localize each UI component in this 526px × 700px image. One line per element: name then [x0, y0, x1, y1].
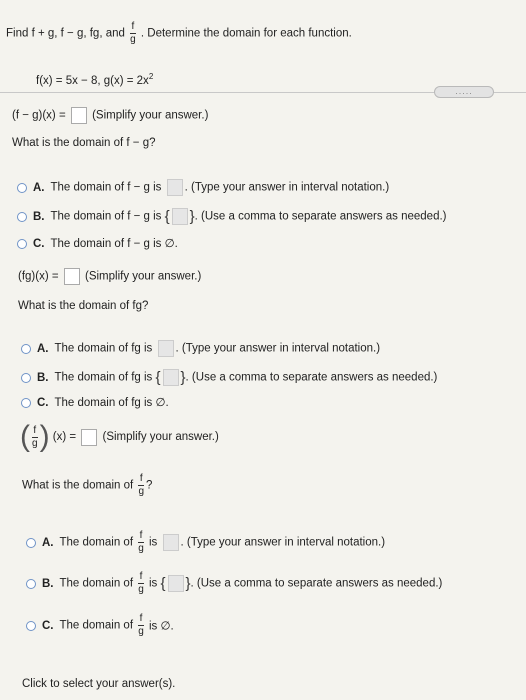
radio-button[interactable]: [17, 239, 27, 249]
radio-button[interactable]: [26, 579, 36, 589]
problem-text-suffix: . Determine the domain for each function.: [140, 27, 352, 40]
radio-button[interactable]: [17, 183, 27, 193]
fg-option-b[interactable]: B. The domain of fg is { } . (Use a comma to separate answers as needed.): [21, 369, 437, 386]
interval-input[interactable]: [167, 179, 183, 196]
footer-instruction: Click to select your answer(s).: [22, 678, 176, 690]
fg-option-a[interactable]: A. The domain of fg is . (Type your answer in interval notation.): [21, 340, 380, 357]
f-over-g-fraction: $\frac{f}{g}$: [32, 424, 38, 449]
f-minus-g-expression: (f − g)(x) = (Simplify your answer.): [12, 107, 208, 124]
function-definitions: f(x) = 5x − 8, $g(x) = 2x^2$: [36, 72, 154, 87]
f-minus-g-domain-question: What is the domain of f − g?: [12, 137, 156, 149]
radio-button[interactable]: [21, 398, 31, 408]
f-over-g-answer-input[interactable]: [81, 429, 97, 446]
set-input[interactable]: { }: [164, 208, 195, 225]
radio-button[interactable]: [26, 621, 36, 631]
show-more-button[interactable]: .....: [434, 86, 494, 98]
f-over-g-option-c[interactable]: C. The domain of $\frac{f}{g}$ is ∅.: [26, 614, 174, 637]
f-minus-g-option-c[interactable]: C. The domain of f − g is ∅.: [17, 236, 178, 250]
f-minus-g-option-b[interactable]: B. The domain of f − g is { } . (Use a comma to separate answers as needed.): [17, 208, 447, 225]
radio-button[interactable]: [21, 344, 31, 354]
interval-input[interactable]: [158, 340, 174, 357]
f-over-g-fraction: $\frac{f}{g}$: [130, 21, 136, 45]
radio-button[interactable]: [21, 373, 31, 383]
fg-domain-question: What is the domain of fg?: [18, 300, 149, 312]
fg-option-c[interactable]: C. The domain of fg is ∅.: [21, 395, 169, 409]
f-over-g-option-b[interactable]: B. The domain of $\frac{f}{g}$ is { } . (Use a comma to separate answers as needed.): [26, 572, 442, 595]
problem-text: Find f + g, f − g, fg, and: [6, 27, 125, 40]
f-over-g-domain-question: What is the domain of $\frac{f}{g}$ ?: [22, 473, 153, 497]
set-input[interactable]: { }: [160, 575, 191, 592]
f-over-g-option-a[interactable]: A. The domain of $\frac{f}{g}$ is . (Type your answer in interval notation.): [26, 531, 385, 554]
radio-button[interactable]: [26, 538, 36, 548]
radio-button[interactable]: [17, 212, 27, 222]
interval-input[interactable]: [163, 534, 179, 551]
fg-expression: (fg)(x) = (Simplify your answer.): [18, 268, 201, 285]
problem-statement: [6, 22, 352, 45]
f-minus-g-option-a[interactable]: A. The domain of f − g is . (Type your answer in interval notation.): [17, 179, 389, 196]
fg-answer-input[interactable]: [64, 268, 80, 285]
set-input[interactable]: { }: [155, 369, 186, 386]
f-over-g-expression: ( $\frac{f}{g}$ ) (x) = (Simplify your answer.): [20, 420, 219, 453]
f-minus-g-answer-input[interactable]: [71, 107, 87, 124]
